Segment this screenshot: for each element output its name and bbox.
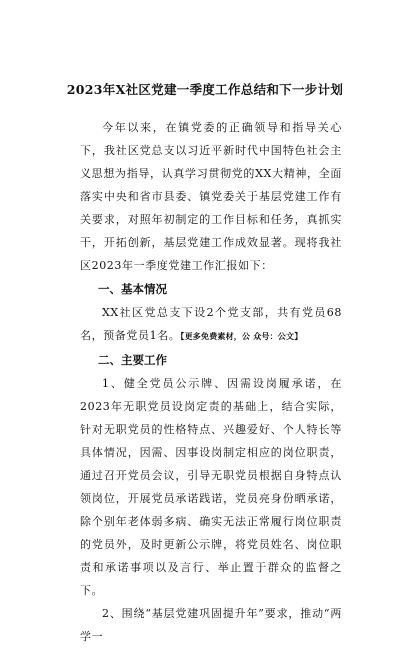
basic-info-paragraph	[80, 301, 342, 348]
work-item-2: 2、围绕“基层党建巩固提升年”要求，推动“两学一	[80, 607, 342, 643]
section-heading-basic-info: 一、基本情况	[98, 282, 167, 296]
intro-paragraph: 今年以来，在镇党委的正确领导和指导关心下，我社区党总支以习近平新时代中国特色社会主义思想为指导，认真学习贯彻党的XX大精神，全面落实中央和省市县委、镇党委关于基层党建工作有关要求，对照年初制定的工作目标和任务，真抓实干，开拓创新，基层党建工作成效显著。现将我社区2023年一季度党建工作汇报如下：	[80, 121, 342, 272]
work-item-1: 1、健全党员公示牌、因需设岗履承诺，在2023年无职党员设岗定责的基础上，结合实际，针对无职党员的性格特点、兴趣爱好、个人特长等具体情况，因需、因事设岗制定相应的岗位职责，通过召开党员会议，引导无职党员根据自身特点认领岗位，开展党员承诺践诺，党员亮身份晒承诺，除个别年老体弱多病、确实无法正常履行岗位职责的党员外，及时更新公示牌，将党员姓名、岗位职责和承诺事项以及言行、举止置于群众的监督之下。	[80, 377, 342, 597]
promo-note: 【更多免费素材，公 众号：公文】	[180, 331, 303, 341]
section-heading-main-work: 二、主要工作	[98, 353, 167, 367]
document-title: 2023年X社区党建一季度工作总结和下一步计划	[66, 82, 344, 97]
document-body	[80, 116, 342, 648]
basic-info-text: XX社区党总支下设2个党支部，共有党员68名，预备党员1名。	[80, 306, 342, 342]
